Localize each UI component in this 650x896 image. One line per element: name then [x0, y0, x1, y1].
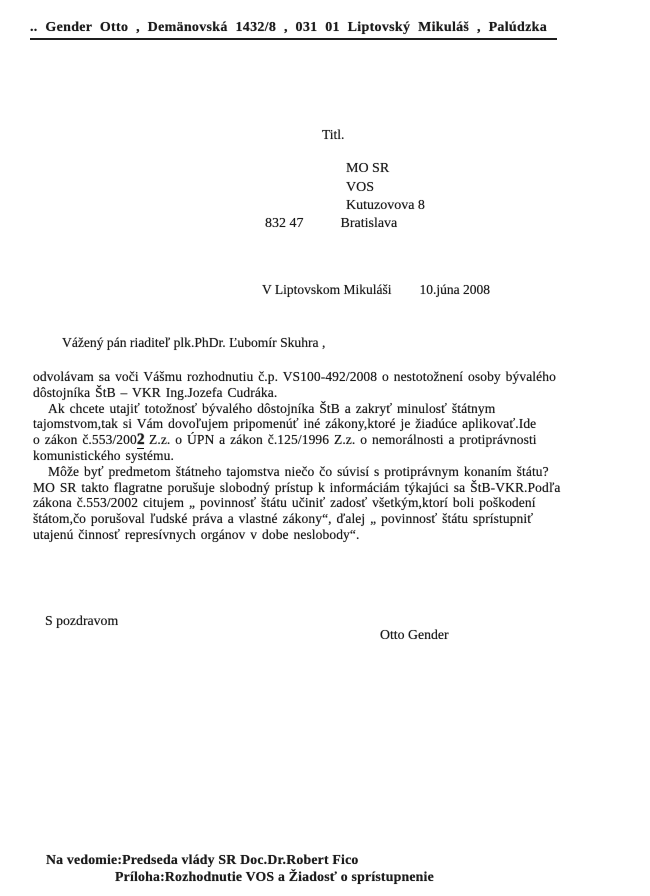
law-citation-post: Z.z. o ÚPN a zákon č.125/1996 Z.z. o nemorálnosti a protiprávnosti: [144, 432, 537, 448]
greeting-line: Vážený pán riaditeľ plk.PhDr. Ľubomír Skuhra ,: [62, 335, 326, 350]
cc-line: Na vedomie:Predseda vlády SR Doc.Dr.Robert Fico: [46, 852, 359, 867]
closing-line: S pozdravom: [45, 613, 119, 628]
postal-code: 832 47: [265, 216, 304, 231]
recipient-address-block: [346, 160, 425, 216]
body-line: komunistického systému.: [33, 447, 174, 463]
recipient-org: MO SR: [346, 161, 390, 176]
recipient-city-row: [265, 216, 397, 232]
recipient-city: Bratislava: [340, 216, 398, 231]
law-citation-pre: o zákon č.553/200: [33, 432, 137, 448]
body-line-law-citation: [33, 432, 633, 448]
dateline-date: 10.júna 2008: [419, 282, 491, 297]
body-line: Môže byť predmetom štátneho tajomstva niečo čo súvisí s protiprávnym konaním štátu?: [48, 463, 549, 479]
body-line: utajenú činnosť represívnych orgánov v dobe neslobody“.: [33, 526, 360, 542]
body-line: zákona č.553/2002 citujem „ povinnosť štátu učiniť zadosť všetkým,ktorí boli poškodení: [33, 495, 536, 511]
recipient-street: Kutuzovova 8: [346, 198, 425, 214]
body-line: Ak chcete utajiť totožnosť bývalého dôstojníka ŠtB a zakryť minulosť štátnym: [48, 400, 496, 416]
attachment-line: Príloha:Rozhodnutie VOS a Žiadosť o sprístupnenie: [115, 869, 434, 884]
handwritten-correction-digit: 2: [136, 431, 145, 449]
dateline-place: V Liptovskom Mikuláši: [262, 282, 392, 297]
recipient-unit: VOS: [346, 179, 375, 195]
signature-name: Otto Gender: [380, 627, 449, 642]
dateline: [262, 282, 490, 298]
body-line: tajomstvom,tak si Vám dovoľujem pripomenúť iné zákony,ktoré je žiadúce aplikovať.Ide: [33, 416, 537, 432]
body-line: odvolávam sa voči Vášmu rozhodnutiu č.p. VS100-492/2008 o nestotožnení osoby bývalého: [33, 369, 556, 384]
body-line: MO SR takto flagratne porušuje slobodný prístup k informáciám týkajúci sa ŠtB-VKR.Podľa: [33, 479, 561, 495]
titl-label: Titl.: [322, 127, 345, 142]
letter-body: [33, 369, 633, 543]
body-line: štátom,čo porušoval ľudské práva a vlastné zákony“, ďalej „ povinnosť štátu sprístupniť: [33, 511, 534, 527]
body-line: dôstojníka ŠtB – VKR Ing.Jozefa Cudráka.: [33, 384, 278, 400]
sender-header-line: .. Gender Otto , Demänovská 1432/8 , 031 01 Liptovský Mikuláš , Palúdzka: [30, 20, 557, 40]
